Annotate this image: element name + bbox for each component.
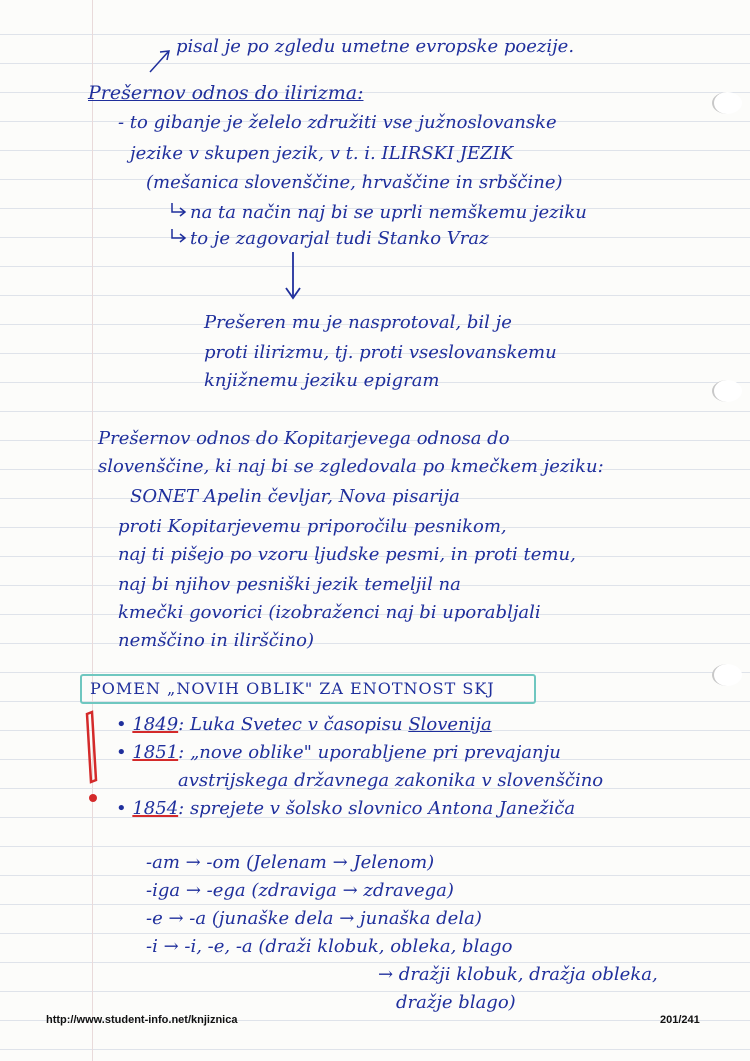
ending-from: -i xyxy=(146,936,158,957)
text-line: to je zagovarjal tudi Stanko Vraz xyxy=(190,228,489,249)
ending-row: -am → -om (Jelenam → Jelenom) xyxy=(146,852,435,873)
ending-example: (draži klobuk, obleka, blago xyxy=(258,936,513,957)
ending-example: (Jelenam → Jelenom) xyxy=(246,852,435,873)
emphasis-slovenija: Slovenija xyxy=(408,714,492,735)
conclusion-line: proti ilirizmu, tj. proti vseslovanskemu xyxy=(204,342,557,363)
ending-from: -e xyxy=(146,908,163,929)
item-text: : „nove oblike" uporabljene pri prevajanju xyxy=(178,742,561,763)
conclusion-line: Prešeren mu je nasprotoval, bil je xyxy=(204,312,512,333)
text-line: na ta način naj bi se uprli nemškemu jeziku xyxy=(190,202,587,223)
year-1849: 1849 xyxy=(132,714,179,735)
section-heading-ilirizem: Prešernov odnos do ilirizma: xyxy=(88,82,364,104)
ending-from: -am xyxy=(146,852,180,873)
list-item: • 1854: sprejete v šolsko slovnico Antona Janežiča xyxy=(116,798,576,819)
list-item: • 1849: Luka Svetec v časopisu Slovenija xyxy=(116,714,492,735)
footer-page-number: 201/241 xyxy=(660,1014,700,1026)
ending-to: -ega xyxy=(206,880,246,901)
top-remark: pisal je po zgledu umetne evropske poezije. xyxy=(176,36,575,57)
list-item-continuation: avstrijskega državnega zakonika v slovenščino xyxy=(178,770,604,791)
ending-example: (zdraviga → zdravega) xyxy=(251,880,454,901)
item-text: : Luka Svetec v časopisu xyxy=(178,714,409,735)
year-1854: 1854 xyxy=(132,798,179,819)
ending-to: -i, -e, -a xyxy=(184,936,253,957)
ending-row: -e → -a (junaške dela → junaška dela) xyxy=(146,908,482,929)
ending-example: (junaške dela → junaška dela) xyxy=(211,908,482,929)
text-line: (mešanica slovenščine, hrvaščine in srbščine) xyxy=(146,172,563,193)
ending-tail: dražje blago) xyxy=(396,992,516,1013)
ending-to: -om xyxy=(206,852,241,873)
ending-to: -a xyxy=(189,908,207,929)
text-line: - to gibanje je želelo združiti vse južnoslovanske xyxy=(118,112,557,133)
footer-url: http://www.student-info.net/knjiznica xyxy=(46,1014,238,1026)
ending-row: -i → -i, -e, -a (draži klobuk, obleka, blago xyxy=(146,936,513,957)
ending-tail: → dražji klobuk, dražja obleka, xyxy=(378,964,658,985)
text-line: proti Kopitarjevemu priporočilu pesnikom, xyxy=(118,516,507,537)
conclusion-line: knjižnemu jeziku epigram xyxy=(204,370,440,391)
text-line: SONET Apelin čevljar, Nova pisarija xyxy=(130,486,460,507)
list-item: • 1851: „nove oblike" uporabljene pri prevajanju xyxy=(116,742,561,763)
section-heading-nove-oblike: POMEN „NOVIH OBLIK" ZA ENOTNOST SKJ xyxy=(90,679,495,698)
text-line: nemščino in ilirščino) xyxy=(118,630,315,651)
ending-row: -iga → -ega (zdraviga → zdravega) xyxy=(146,880,454,901)
text-line: naj ti pišejo po vzoru ljudske pesmi, in proti temu, xyxy=(118,544,576,565)
text-line: kmečki govorici (izobraženci naj bi uporabljali xyxy=(118,602,541,623)
text-line: naj bi njihov pesniški jezik temeljil na xyxy=(118,574,461,595)
year-1851: 1851 xyxy=(132,742,179,763)
ending-from: -iga xyxy=(146,880,181,901)
item-text: : sprejete v šolsko slovnico Antona Janežiča xyxy=(178,798,576,819)
text-line: Prešernov odnos do Kopitarjevega odnosa do xyxy=(98,428,510,449)
text-line: jezike v skupen jezik, v t. i. ILIRSKI JEZIK xyxy=(130,143,514,164)
text-line: slovenščine, ki naj bi se zgledovala po kmečkem jeziku: xyxy=(98,456,604,477)
